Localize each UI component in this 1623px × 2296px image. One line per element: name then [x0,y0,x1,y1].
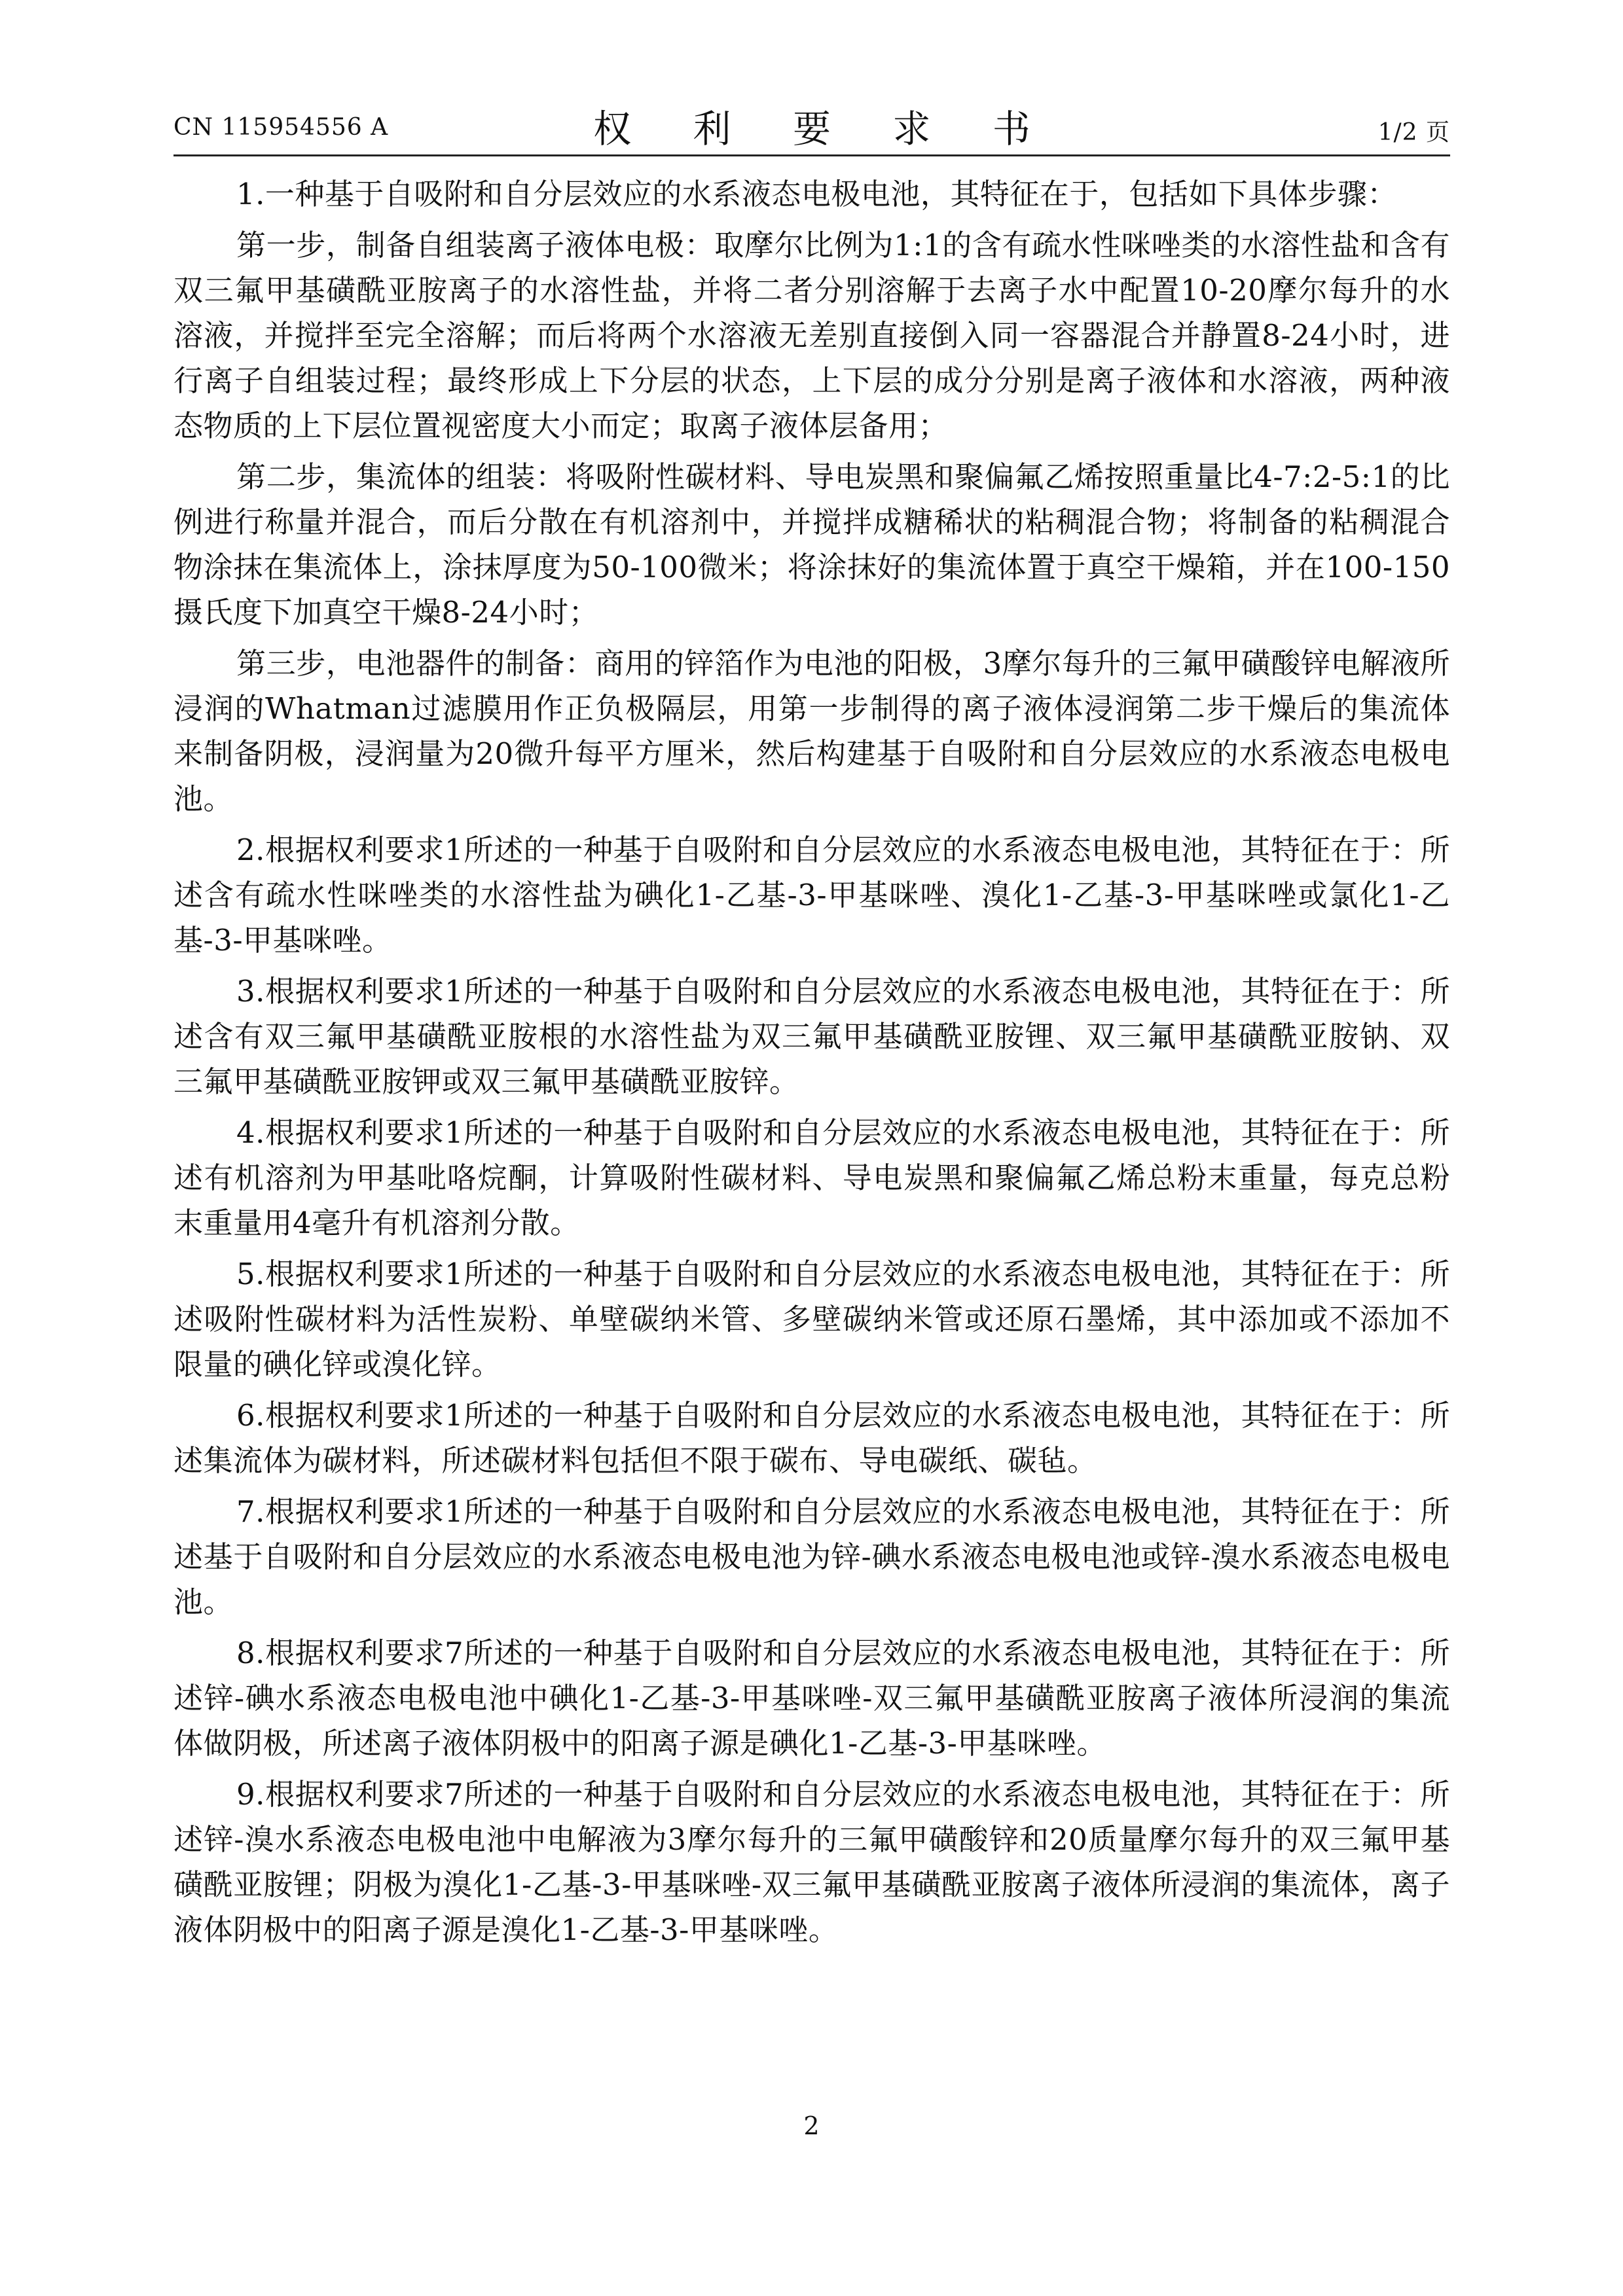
claim-8: 8.根据权利要求7所述的一种基于自吸附和自分层效应的水系液态电极电池，其特征在于：所述锌-碘水系液态电极电池中碘化1-乙基-3-甲基咪唑-双三氟甲基磺酰亚胺离子液体所浸润的集流体做阴极，所述离子液体阴极中的阳离子源是碘化1-乙基-3-甲基咪唑。 [173,1636,1450,1761]
claim-9: 9.根据权利要求7所述的一种基于自吸附和自分层效应的水系液态电极电池，其特征在于：所述锌-溴水系液态电极电池中电解液为3摩尔每升的三氟甲磺酸锌和20质量摩尔每升的双三氟甲基磺酰亚胺锂；阴极为溴化1-乙基-3-甲基咪唑-双三氟甲基磺酰亚胺离子液体所浸润的集流体，离子液体阴极中的阳离子源是溴化1-乙基-3-甲基咪唑。 [173,1777,1450,1947]
page-indicator: 1/2 页 [1377,119,1450,146]
claim-5: 5.根据权利要求1所述的一种基于自吸附和自分层效应的水系液态电极电池，其特征在于：所述吸附性碳材料为活性炭粉、单壁碳纳米管、多壁碳纳米管或还原石墨烯，其中添加或不添加不限量的碘化锌或溴化锌。 [173,1257,1450,1382]
claim-4: 4.根据权利要求1所述的一种基于自吸附和自分层效应的水系液态电极电池，其特征在于：所述有机溶剂为甲基吡咯烷酮，计算吸附性碳材料、导电炭黑和聚偏氟乙烯总粉末重量，每克总粉末重量用4毫升有机溶剂分散。 [173,1115,1450,1240]
claim-1: 1.一种基于自吸附和自分层效应的水系液态电极电池，其特征在于，包括如下具体步骤： [236,177,1397,211]
claim-1-step-2: 第二步，集流体的组装：将吸附性碳材料、导电炭黑和聚偏氟乙烯按照重量比4-7:2-5:1的比例进行称量并混合，而后分散在有机溶剂中，并搅拌成糖稀状的粘稠混合物；将制备的粘稠混合物涂抹在集流体上，涂抹厚度为50-100微米；将涂抹好的集流体置于真空干燥箱，并在100-150摄氏度下加真空干燥8-24小时； [173,459,1450,630]
page-number: 2 [803,2111,820,2140]
document-header [173,98,1450,152]
claim-6: 6.根据权利要求1所述的一种基于自吸附和自分层效应的水系液态电极电池，其特征在于：所述集流体为碳材料，所述碳材料包括但不限于碳布、导电碳纸、碳毡。 [173,1398,1450,1478]
claim-2: 2.根据权利要求1所述的一种基于自吸附和自分层效应的水系液态电极电池，其特征在于：所述含有疏水性咪唑类的水溶性盐为碘化1-乙基-3-甲基咪唑、溴化1-乙基-3-甲基咪唑或氯化1-乙基-3-甲基咪唑。 [173,833,1450,958]
header-divider [173,154,1450,156]
claim-1-step-1: 第一步，制备自组装离子液体电极：取摩尔比例为1:1的含有疏水性咪唑类的水溶性盐和含有双三氟甲基磺酰亚胺离子的水溶性盐，并将二者分别溶解于去离子水中配置10-20摩尔每升的水溶液，并搅拌至完全溶解；而后将两个水溶液无差别直接倒入同一容器混合并静置8-24小时，进行离子自组装过程；最终形成上下分层的状态，上下层的成分分别是离子液体和水溶液，两种液态物质的上下层位置视密度大小而定；取离子液体层备用； [173,228,1450,443]
claim-1-step-3: 第三步，电池器件的制备：商用的锌箔作为电池的阳极，3摩尔每升的三氟甲磺酸锌电解液所浸润的Whatman过滤膜用作正负极隔层，用第一步制得的离子液体浸润第二步干燥后的集流体来制备阴极，浸润量为20微升每平方厘米，然后构建基于自吸附和自分层效应的水系液态电极电池。 [173,646,1450,816]
claim-3: 3.根据权利要求1所述的一种基于自吸附和自分层效应的水系液态电极电池，其特征在于：所述含有双三氟甲基磺酰亚胺根的水溶性盐为双三氟甲基磺酰亚胺锂、双三氟甲基磺酰亚胺钠、双三氟甲基磺酰亚胺钾或双三氟甲基磺酰亚胺锌。 [173,974,1450,1099]
publication-number: CN 115954556 A [173,114,389,141]
claims-body [173,171,1450,1958]
document-title: 权 利 要 求 书 [593,107,1055,151]
claim-7: 7.根据权利要求1所述的一种基于自吸附和自分层效应的水系液态电极电池，其特征在于：所述基于自吸附和自分层效应的水系液态电极电池为锌-碘水系液态电极电池或锌-溴水系液态电极电池。 [173,1494,1450,1619]
